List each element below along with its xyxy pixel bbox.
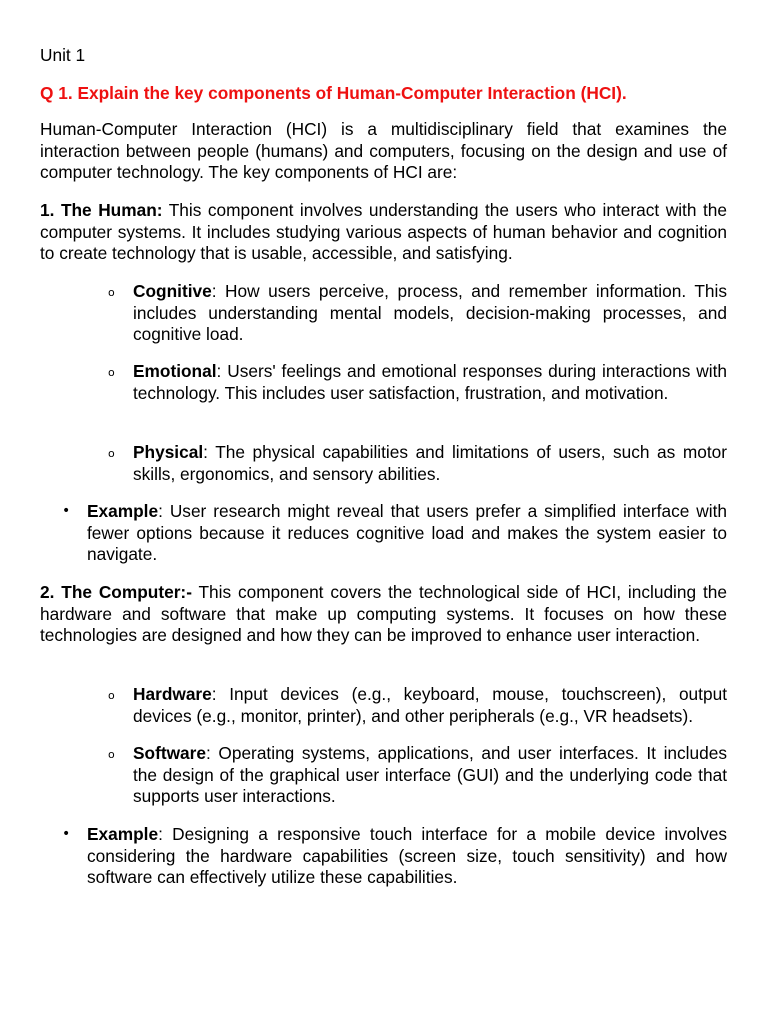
human-item-physical [108, 442, 727, 485]
computer-item-software [108, 743, 727, 808]
computer-example [62, 824, 727, 889]
computer-item-hardware [108, 684, 727, 727]
circle-bullet-icon: o [108, 286, 115, 299]
computer-section-paragraph [40, 582, 727, 647]
human-description: This component involves understanding the users who interact with the computer systems. It includes studying various aspects of human behavior and cognition to create technology that is usable, accessible, and satisfying. [40, 200, 727, 264]
bullet-icon: • [62, 826, 71, 842]
item-term: Cognitive [133, 281, 212, 301]
human-section-paragraph [40, 200, 727, 265]
circle-bullet-icon: o [108, 689, 115, 702]
human-heading: 1. The Human: [40, 200, 163, 220]
intro-paragraph: Human-Computer Interaction (HCI) is a multidisciplinary field that examines the interaction between people (humans) and computers, focusing on the design and use of computer technology. The key components of HCI are: [40, 119, 727, 183]
item-term: Emotional [133, 361, 217, 381]
example-term: Example [87, 501, 159, 521]
item-text: : Users' feelings and emotional responses during interactions with technology. This includes user satisfaction, frustration, and motivation. [133, 361, 727, 403]
human-item-emotional [108, 361, 727, 404]
item-text: : How users perceive, process, and remember information. This includes understanding mental models, decision-making processes, and cognitive load. [133, 281, 727, 345]
computer-description: This component covers the technological side of HCI, including the hardware and software that make up computing systems. It focuses on how these technologies are designed and how they can be improved to enhance user interaction. [40, 582, 727, 646]
bullet-icon: • [62, 503, 71, 519]
item-text: : Input devices (e.g., keyboard, mouse, touchscreen), output devices (e.g., monitor, printer), and other peripherals (e.g., VR headsets). [133, 684, 727, 726]
example-text: : Designing a responsive touch interface for a mobile device involves considering the hardware capabilities (screen size, touch sensitivity) and how software can effectively utilize these capabilities. [87, 824, 727, 888]
circle-bullet-icon: o [108, 366, 115, 379]
example-term: Example [87, 824, 159, 844]
human-example [62, 501, 727, 566]
item-term: Software [133, 743, 206, 763]
item-text: : The physical capabilities and limitations of users, such as motor skills, ergonomics, and sensory abilities. [133, 442, 727, 484]
example-text: : User research might reveal that users prefer a simplified interface with fewer options because it reduces cognitive load and makes the system easier to navigate. [87, 501, 727, 565]
item-text: : Operating systems, applications, and user interfaces. It includes the design of the graphical user interface (GUI) and the underlying code that supports user interactions. [133, 743, 727, 807]
item-term: Hardware [133, 684, 212, 704]
question-heading: Q 1. Explain the key components of Human-Computer Interaction (HCI). [40, 83, 627, 103]
computer-heading: 2. The Computer:- [40, 582, 192, 602]
item-term: Physical [133, 442, 204, 462]
circle-bullet-icon: o [108, 447, 115, 460]
human-item-cognitive [108, 281, 727, 346]
circle-bullet-icon: o [108, 748, 115, 761]
unit-label: Unit 1 [40, 45, 86, 65]
